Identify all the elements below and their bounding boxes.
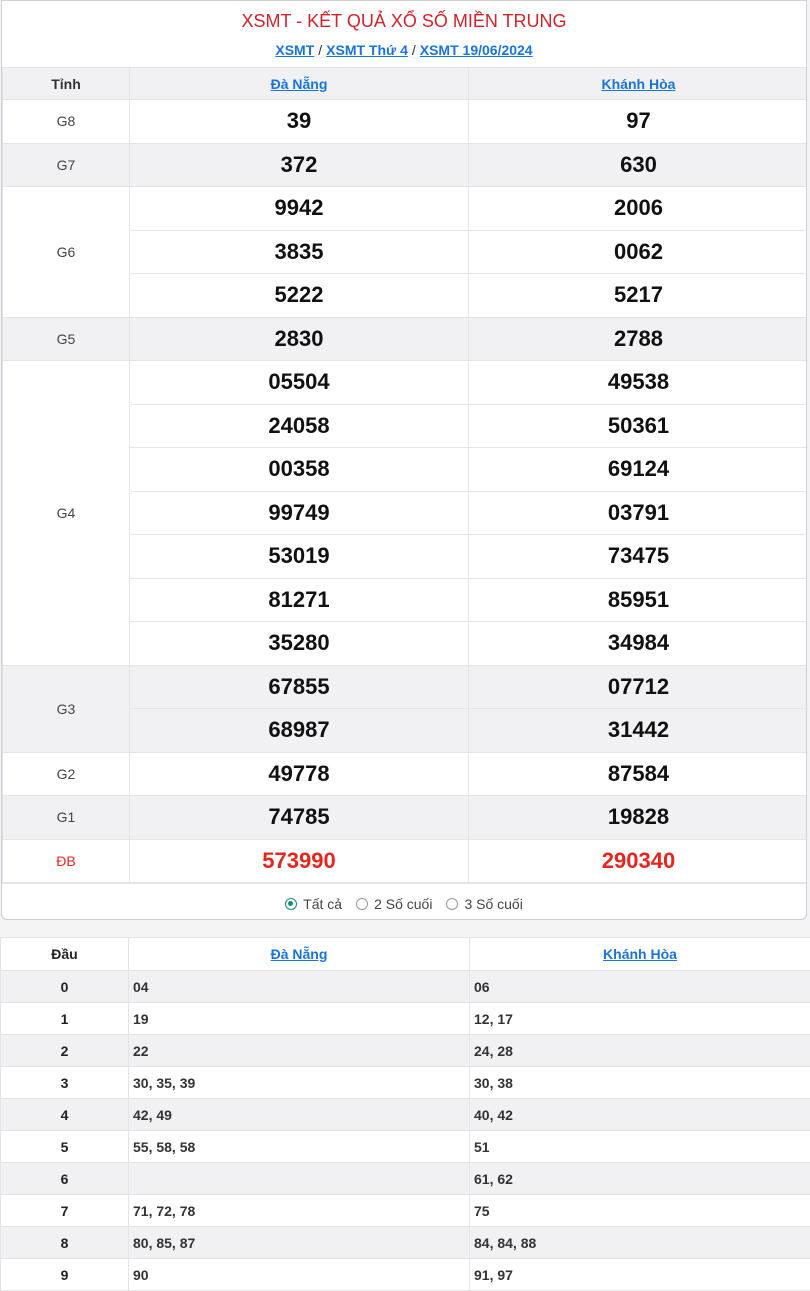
page-title: XSMT - KẾT QUẢ XỔ SỐ MIỀN TRUNG — [2, 1, 806, 39]
prize-number: 85951 — [469, 578, 808, 622]
prize-number: 97 — [469, 100, 808, 144]
loto-values: 42, 49 — [129, 1099, 470, 1131]
prize-label: G3 — [3, 665, 130, 752]
prize-number: 68987 — [130, 709, 469, 753]
loto-values: 12, 17 — [470, 1003, 810, 1035]
loto-link-da-nang[interactable]: Đà Nẵng — [271, 946, 328, 962]
breadcrumb-xsmt-link[interactable]: XSMT — [275, 42, 314, 58]
prize-number: 24058 — [130, 404, 469, 448]
prize-number: 31442 — [469, 709, 808, 753]
loto-head-digit: 6 — [1, 1163, 129, 1195]
prize-number: 67855 — [130, 665, 469, 709]
loto-head-digit: 3 — [1, 1067, 129, 1099]
loto-values — [129, 1163, 470, 1195]
prize-number: 630 — [469, 143, 808, 187]
prize-number: 2006 — [469, 187, 808, 231]
prize-label: ĐB — [3, 839, 130, 883]
dau-column-header: Đầu — [1, 938, 129, 971]
special-prize-number: 290340 — [469, 839, 808, 883]
breadcrumb-separator: / — [314, 42, 326, 58]
loto-values: 91, 97 — [470, 1259, 810, 1291]
loto-section — [0, 937, 810, 1291]
prize-number: 87584 — [469, 752, 808, 796]
prize-number: 73475 — [469, 535, 808, 579]
breadcrumb-separator: / — [408, 42, 420, 58]
loto-header-row — [1, 938, 810, 971]
province-column-header: Tỉnh — [3, 68, 130, 100]
loto-row — [1, 1259, 810, 1291]
filter-label: Tất cả — [303, 896, 342, 912]
loto-values: 30, 35, 39 — [129, 1067, 470, 1099]
prize-number: 39 — [130, 100, 469, 144]
loto-row — [1, 971, 810, 1003]
breadcrumb-date-link[interactable]: XSMT 19/06/2024 — [420, 42, 533, 58]
loto-row — [1, 1003, 810, 1035]
loto-values: 30, 38 — [470, 1067, 810, 1099]
loto-head-digit: 5 — [1, 1131, 129, 1163]
results-header-row — [3, 68, 808, 100]
loto-head-digit: 0 — [1, 971, 129, 1003]
loto-head-digit: 2 — [1, 1035, 129, 1067]
prize-label: G6 — [3, 187, 130, 318]
loto-values: 90 — [129, 1259, 470, 1291]
results-card — [1, 0, 807, 920]
province-header-da-nang[interactable] — [130, 68, 469, 100]
prize-number: 5222 — [130, 274, 469, 318]
prize-number: 03791 — [469, 491, 808, 535]
loto-values: 51 — [470, 1131, 810, 1163]
filter-last3-radio[interactable] — [446, 896, 522, 912]
prize-number: 53019 — [130, 535, 469, 579]
loto-head-digit: 7 — [1, 1195, 129, 1227]
prize-row — [3, 317, 808, 361]
radio-checked-icon — [285, 898, 297, 910]
prize-label: G2 — [3, 752, 130, 796]
loto-link-khanh-hoa[interactable]: Khánh Hòa — [603, 946, 677, 962]
prize-number: 19828 — [469, 796, 808, 840]
prize-number: 69124 — [469, 448, 808, 492]
prize-number: 35280 — [130, 622, 469, 666]
loto-head-digit: 8 — [1, 1227, 129, 1259]
digit-filter — [2, 883, 806, 920]
prize-row — [3, 839, 808, 883]
results-body — [3, 100, 808, 883]
loto-row — [1, 1195, 810, 1227]
breadcrumb-xsmt-thu4-link[interactable]: XSMT Thứ 4 — [326, 42, 408, 58]
loto-values: 55, 58, 58 — [129, 1131, 470, 1163]
loto-table — [0, 937, 810, 1291]
loto-values: 84, 84, 88 — [470, 1227, 810, 1259]
results-table — [2, 67, 807, 883]
loto-values: 06 — [470, 971, 810, 1003]
prize-number: 0062 — [469, 230, 808, 274]
special-prize-number: 573990 — [130, 839, 469, 883]
prize-row — [3, 187, 808, 231]
loto-values: 40, 42 — [470, 1099, 810, 1131]
prize-row — [3, 361, 808, 405]
prize-number: 00358 — [130, 448, 469, 492]
loto-values: 80, 85, 87 — [129, 1227, 470, 1259]
prize-number: 9942 — [130, 187, 469, 231]
breadcrumb — [2, 39, 806, 67]
province-header-khanh-hoa[interactable] — [469, 68, 808, 100]
prize-label: G4 — [3, 361, 130, 666]
loto-row — [1, 1163, 810, 1195]
province-link-khanh-hoa[interactable]: Khánh Hòa — [602, 76, 676, 92]
prize-row — [3, 796, 808, 840]
loto-values: 71, 72, 78 — [129, 1195, 470, 1227]
province-link-da-nang[interactable]: Đà Nẵng — [271, 76, 328, 92]
prize-number: 81271 — [130, 578, 469, 622]
prize-label: G7 — [3, 143, 130, 187]
prize-number: 05504 — [130, 361, 469, 405]
loto-header-da-nang[interactable] — [129, 938, 470, 971]
prize-number: 34984 — [469, 622, 808, 666]
prize-number: 07712 — [469, 665, 808, 709]
prize-number: 74785 — [130, 796, 469, 840]
filter-last2-radio[interactable] — [356, 896, 432, 912]
prize-label: G8 — [3, 100, 130, 144]
loto-body — [1, 971, 810, 1291]
loto-row — [1, 1067, 810, 1099]
loto-row — [1, 1131, 810, 1163]
filter-all-radio[interactable] — [285, 896, 342, 912]
loto-head-digit: 4 — [1, 1099, 129, 1131]
prize-number: 50361 — [469, 404, 808, 448]
prize-number: 2830 — [130, 317, 469, 361]
loto-row — [1, 1035, 810, 1067]
loto-header-khanh-hoa[interactable] — [470, 938, 810, 971]
loto-values: 61, 62 — [470, 1163, 810, 1195]
loto-values: 19 — [129, 1003, 470, 1035]
prize-number: 49538 — [469, 361, 808, 405]
prize-number: 49778 — [130, 752, 469, 796]
radio-unchecked-icon — [356, 898, 368, 910]
prize-label: G5 — [3, 317, 130, 361]
loto-values: 24, 28 — [470, 1035, 810, 1067]
radio-unchecked-icon — [446, 898, 458, 910]
prize-number: 5217 — [469, 274, 808, 318]
loto-values: 22 — [129, 1035, 470, 1067]
loto-head-digit: 9 — [1, 1259, 129, 1291]
filter-label: 2 Số cuối — [374, 896, 432, 912]
prize-row — [3, 100, 808, 144]
prize-row — [3, 143, 808, 187]
prize-row — [3, 665, 808, 709]
loto-values: 04 — [129, 971, 470, 1003]
loto-values: 75 — [470, 1195, 810, 1227]
prize-row — [3, 752, 808, 796]
loto-row — [1, 1099, 810, 1131]
filter-label: 3 Số cuối — [464, 896, 522, 912]
loto-row — [1, 1227, 810, 1259]
prize-number: 372 — [130, 143, 469, 187]
prize-number: 99749 — [130, 491, 469, 535]
prize-label: G1 — [3, 796, 130, 840]
loto-head-digit: 1 — [1, 1003, 129, 1035]
prize-number: 3835 — [130, 230, 469, 274]
prize-number: 2788 — [469, 317, 808, 361]
